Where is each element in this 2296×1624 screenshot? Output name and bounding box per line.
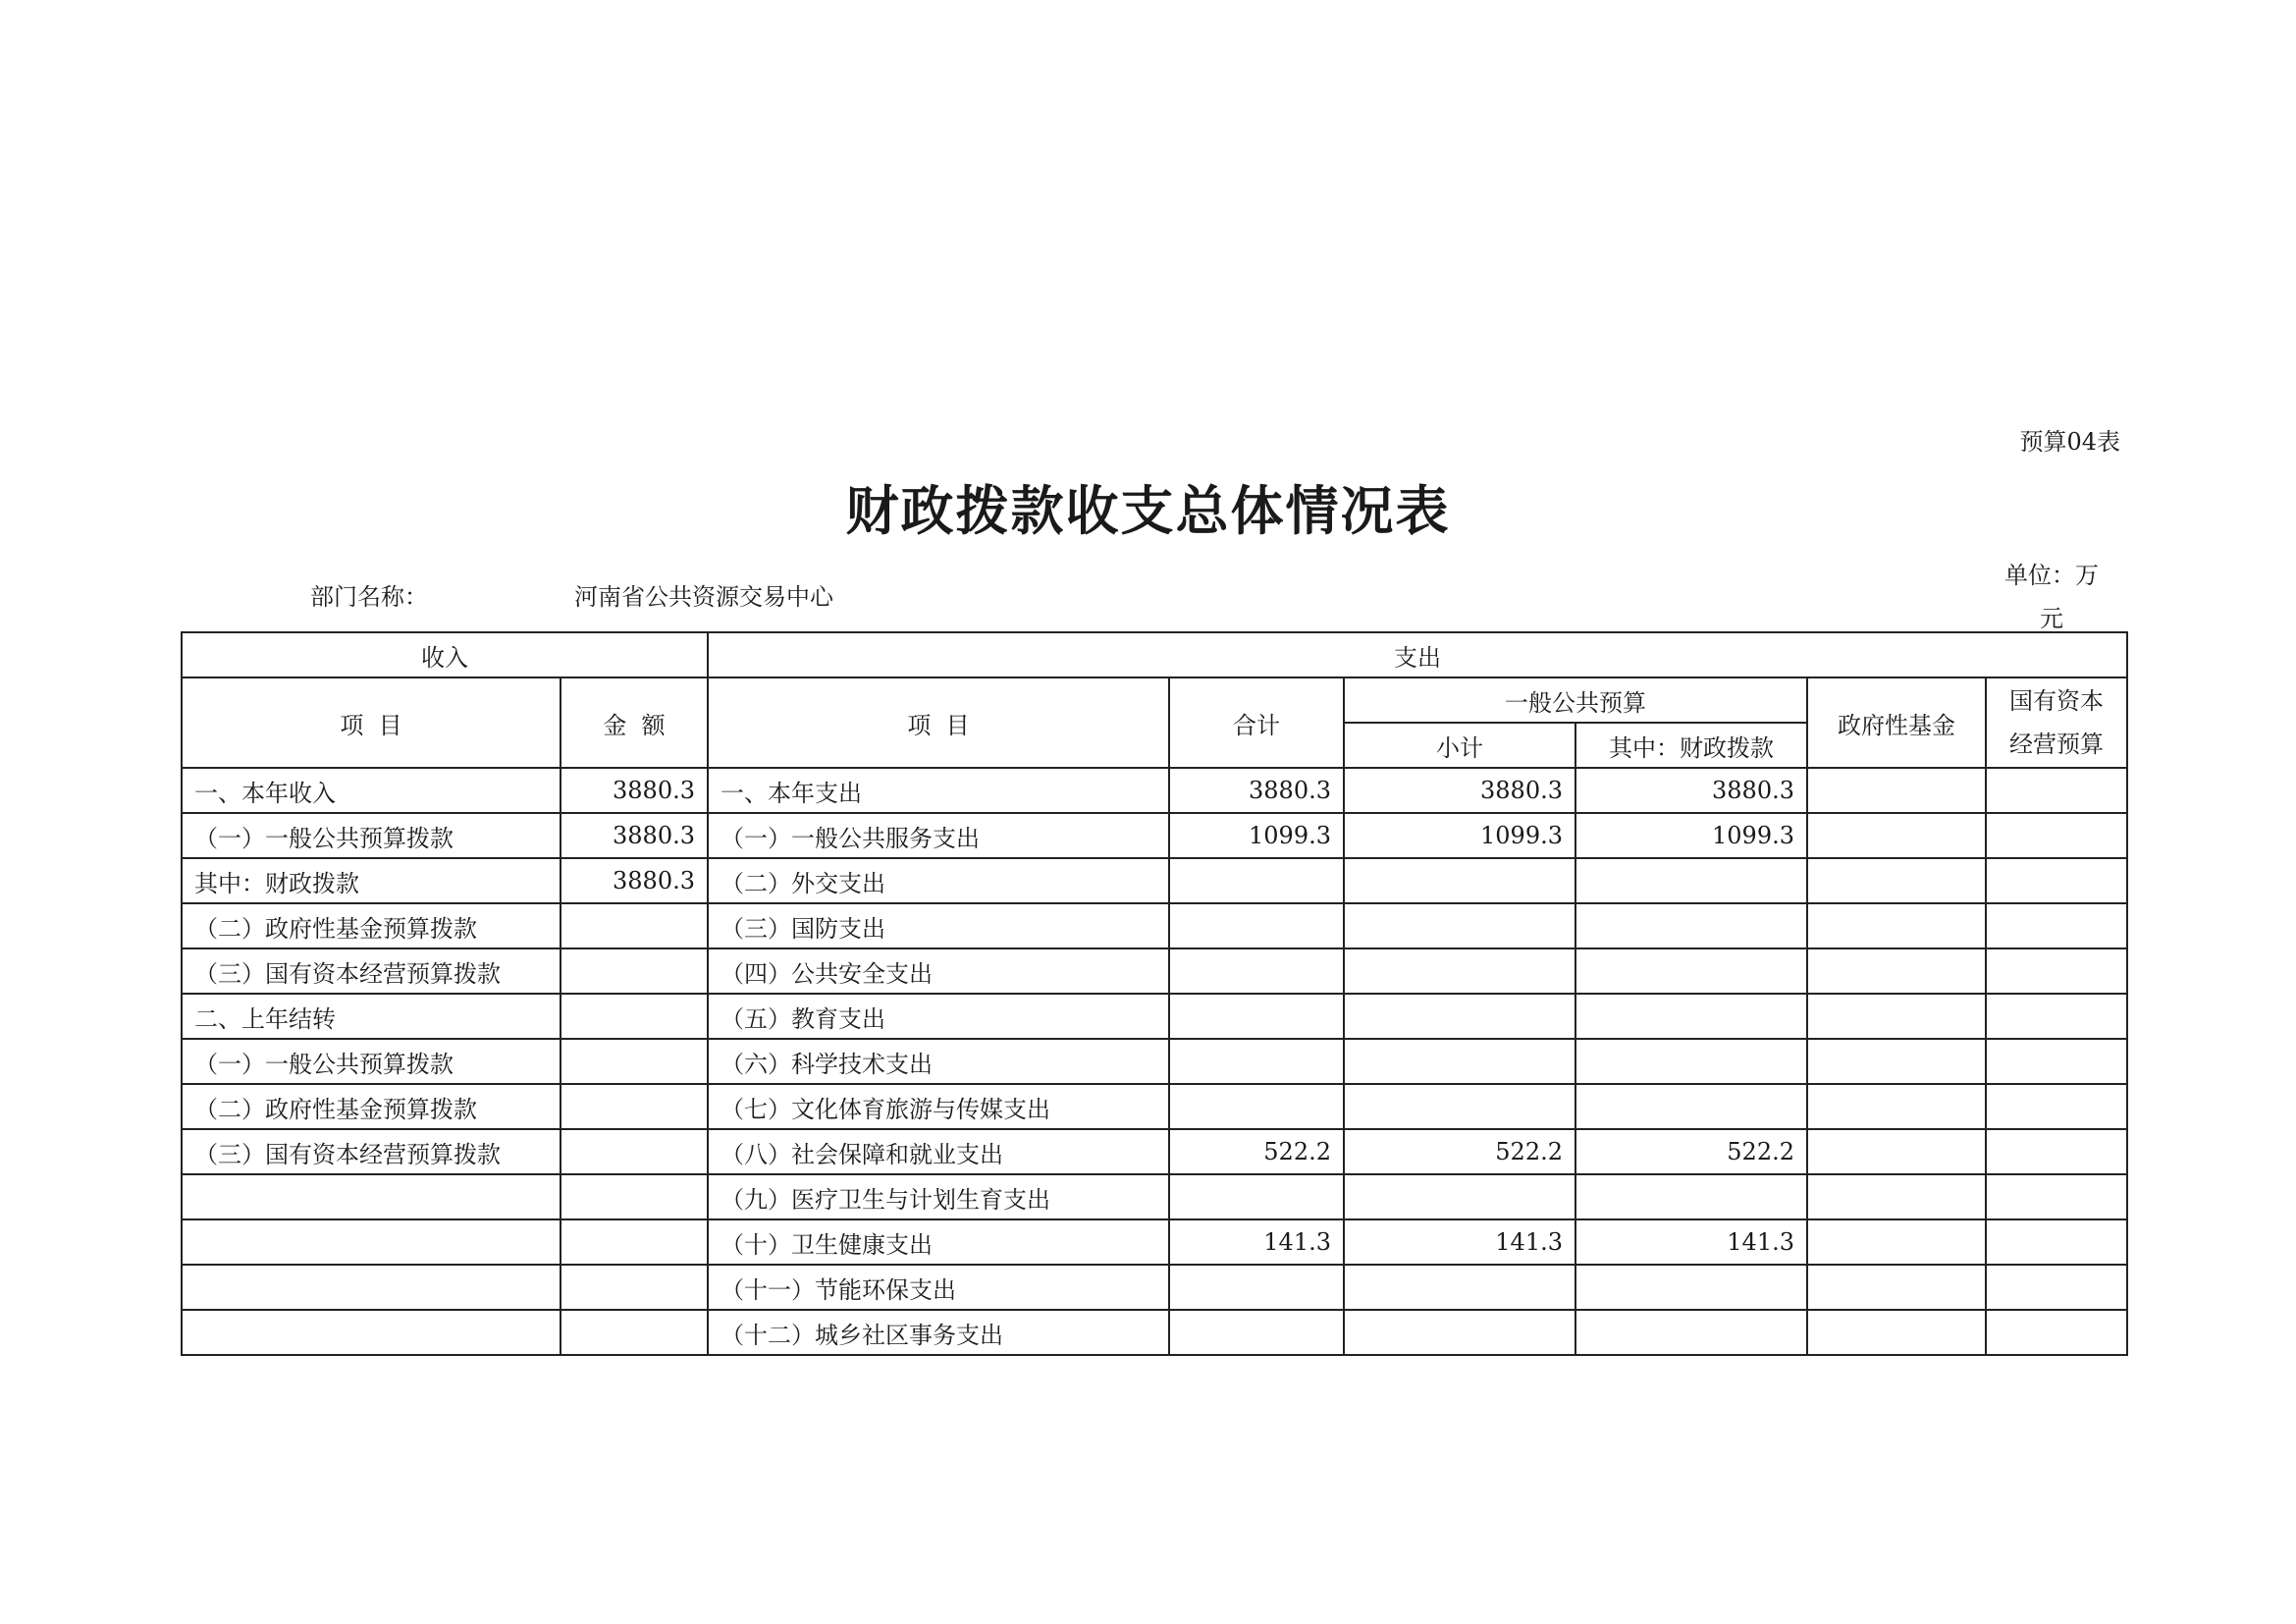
fiscal-cell [1575, 948, 1807, 994]
total-cell [1169, 1265, 1344, 1310]
expense-item-cell: （九）医疗卫生与计划生育支出 [708, 1174, 1169, 1219]
income-item-cell: 其中：财政拨款 [182, 858, 561, 903]
income-item-cell: 一、本年收入 [182, 768, 561, 813]
state-capital-cell [1986, 1129, 2127, 1174]
gov-fund-cell [1807, 994, 1986, 1039]
general-budget-header: 一般公共预算 [1344, 677, 1807, 723]
budget-table [181, 631, 2128, 1356]
expense-item-cell: 一、本年支出 [708, 768, 1169, 813]
state-capital-cell [1986, 1265, 2127, 1310]
state-capital-cell [1986, 768, 2127, 813]
gov-fund-cell [1807, 1310, 1986, 1355]
fiscal-cell [1575, 1265, 1807, 1310]
gov-fund-cell [1807, 1174, 1986, 1219]
expense-item-cell: （二）外交支出 [708, 858, 1169, 903]
state-capital-header-line-2: 经营预算 [2009, 731, 2105, 758]
state-capital-cell [1986, 903, 2127, 948]
fiscal-cell [1575, 994, 1807, 1039]
income-item-cell [182, 1310, 561, 1355]
subtotal-cell [1344, 1265, 1575, 1310]
fiscal-cell: 141.3 [1575, 1219, 1807, 1265]
group-header-row [182, 632, 2127, 677]
total-cell [1169, 1174, 1344, 1219]
expense-item-cell: （十一）节能环保支出 [708, 1265, 1169, 1310]
gov-fund-cell [1807, 768, 1986, 813]
gov-fund-cell [1807, 1265, 1986, 1310]
total-cell [1169, 858, 1344, 903]
income-item-cell [182, 1219, 561, 1265]
expense-item-cell: （四）公共安全支出 [708, 948, 1169, 994]
income-amount-cell [561, 1129, 708, 1174]
fiscal-cell: 1099.3 [1575, 813, 1807, 858]
income-amount-header: 金 额 [561, 677, 708, 768]
gov-fund-cell [1807, 1219, 1986, 1265]
total-header: 合计 [1169, 677, 1344, 768]
subtotal-cell [1344, 1310, 1575, 1355]
total-cell: 3880.3 [1169, 768, 1344, 813]
table-row [182, 813, 2127, 858]
subtotal-cell: 1099.3 [1344, 813, 1575, 858]
state-capital-header-line-1: 国有资本 [2009, 687, 2105, 715]
unit-line-1: 单位：万 [2004, 562, 2099, 589]
total-cell: 1099.3 [1169, 813, 1344, 858]
expense-item-cell: （五）教育支出 [708, 994, 1169, 1039]
unit-line-2: 元 [2040, 605, 2063, 632]
income-amount-cell: 3880.3 [561, 768, 708, 813]
income-group-header: 收入 [182, 632, 708, 677]
table-row [182, 1310, 2127, 1355]
expense-item-cell: （十）卫生健康支出 [708, 1219, 1169, 1265]
total-cell [1169, 903, 1344, 948]
gov-fund-cell [1807, 1129, 1986, 1174]
table-row [182, 994, 2127, 1039]
state-capital-cell [1986, 1174, 2127, 1219]
total-cell [1169, 1310, 1344, 1355]
fiscal-cell [1575, 1039, 1807, 1084]
fiscal-cell: 3880.3 [1575, 768, 1807, 813]
gov-fund-cell [1807, 858, 1986, 903]
subtotal-cell: 522.2 [1344, 1129, 1575, 1174]
total-cell: 141.3 [1169, 1219, 1344, 1265]
fiscal-cell: 522.2 [1575, 1129, 1807, 1174]
subtotal-header: 小计 [1344, 723, 1575, 768]
department-name: 河南省公共资源交易中心 [574, 583, 833, 611]
table-row [182, 1084, 2127, 1129]
fiscal-cell [1575, 1084, 1807, 1129]
income-item-cell: 二、上年结转 [182, 994, 561, 1039]
table-row [182, 1219, 2127, 1265]
table-row [182, 903, 2127, 948]
expense-group-header: 支出 [708, 632, 2127, 677]
gov-fund-header: 政府性基金 [1807, 677, 1986, 768]
income-amount-cell [561, 994, 708, 1039]
state-capital-cell [1986, 1310, 2127, 1355]
subtotal-cell [1344, 994, 1575, 1039]
unit-label [1993, 554, 2110, 640]
subtotal-cell: 3880.3 [1344, 768, 1575, 813]
total-cell: 522.2 [1169, 1129, 1344, 1174]
page-title: 财政拨款收支总体情况表 [845, 479, 1451, 542]
expense-item-cell: （七）文化体育旅游与传媒支出 [708, 1084, 1169, 1129]
income-amount-cell [561, 1265, 708, 1310]
table-row [182, 1174, 2127, 1219]
income-item-header: 项 目 [182, 677, 561, 768]
income-amount-cell [561, 1174, 708, 1219]
department-label: 部门名称： [310, 583, 428, 611]
fiscal-cell [1575, 858, 1807, 903]
fiscal-header: 其中：财政拨款 [1575, 723, 1807, 768]
income-amount-cell [561, 948, 708, 994]
income-amount-cell [561, 1310, 708, 1355]
budget-table-body [182, 768, 2127, 1355]
expense-item-cell: （一）一般公共服务支出 [708, 813, 1169, 858]
column-header-row-1 [182, 677, 2127, 723]
expense-item-cell: （八）社会保障和就业支出 [708, 1129, 1169, 1174]
income-item-cell [182, 1174, 561, 1219]
income-amount-cell: 3880.3 [561, 858, 708, 903]
income-item-cell: （三）国有资本经营预算拨款 [182, 1129, 561, 1174]
expense-item-cell: （三）国防支出 [708, 903, 1169, 948]
state-capital-cell [1986, 994, 2127, 1039]
income-item-cell: （一）一般公共预算拨款 [182, 813, 561, 858]
table-row [182, 1129, 2127, 1174]
table-row [182, 1039, 2127, 1084]
table-row [182, 768, 2127, 813]
total-cell [1169, 994, 1344, 1039]
fiscal-cell [1575, 903, 1807, 948]
state-capital-cell [1986, 1084, 2127, 1129]
income-amount-cell [561, 1039, 708, 1084]
total-cell [1169, 948, 1344, 994]
gov-fund-cell [1807, 948, 1986, 994]
gov-fund-cell [1807, 903, 1986, 948]
total-cell [1169, 1039, 1344, 1084]
fiscal-cell [1575, 1174, 1807, 1219]
subtotal-cell [1344, 858, 1575, 903]
state-capital-cell [1986, 1039, 2127, 1084]
gov-fund-cell [1807, 1084, 1986, 1129]
form-code: 预算04表 [2019, 428, 2120, 456]
income-amount-cell [561, 903, 708, 948]
subtotal-cell [1344, 948, 1575, 994]
subtotal-cell [1344, 903, 1575, 948]
gov-fund-cell [1807, 1039, 1986, 1084]
income-item-cell [182, 1265, 561, 1310]
expense-item-cell: （十二）城乡社区事务支出 [708, 1310, 1169, 1355]
income-amount-cell: 3880.3 [561, 813, 708, 858]
table-row [182, 858, 2127, 903]
total-cell [1169, 1084, 1344, 1129]
subtotal-cell [1344, 1039, 1575, 1084]
state-capital-cell [1986, 1219, 2127, 1265]
state-capital-cell [1986, 813, 2127, 858]
state-capital-cell [1986, 858, 2127, 903]
income-item-cell: （二）政府性基金预算拨款 [182, 1084, 561, 1129]
state-capital-header [1986, 677, 2127, 768]
table-row [182, 1265, 2127, 1310]
state-capital-cell [1986, 948, 2127, 994]
income-item-cell: （三）国有资本经营预算拨款 [182, 948, 561, 994]
subtotal-cell [1344, 1174, 1575, 1219]
income-amount-cell [561, 1084, 708, 1129]
subtotal-cell: 141.3 [1344, 1219, 1575, 1265]
income-item-cell: （二）政府性基金预算拨款 [182, 903, 561, 948]
income-amount-cell [561, 1219, 708, 1265]
subtotal-cell [1344, 1084, 1575, 1129]
gov-fund-cell [1807, 813, 1986, 858]
table-row [182, 948, 2127, 994]
income-item-cell: （一）一般公共预算拨款 [182, 1039, 561, 1084]
expense-item-cell: （六）科学技术支出 [708, 1039, 1169, 1084]
expense-item-header: 项 目 [708, 677, 1169, 768]
fiscal-cell [1575, 1310, 1807, 1355]
